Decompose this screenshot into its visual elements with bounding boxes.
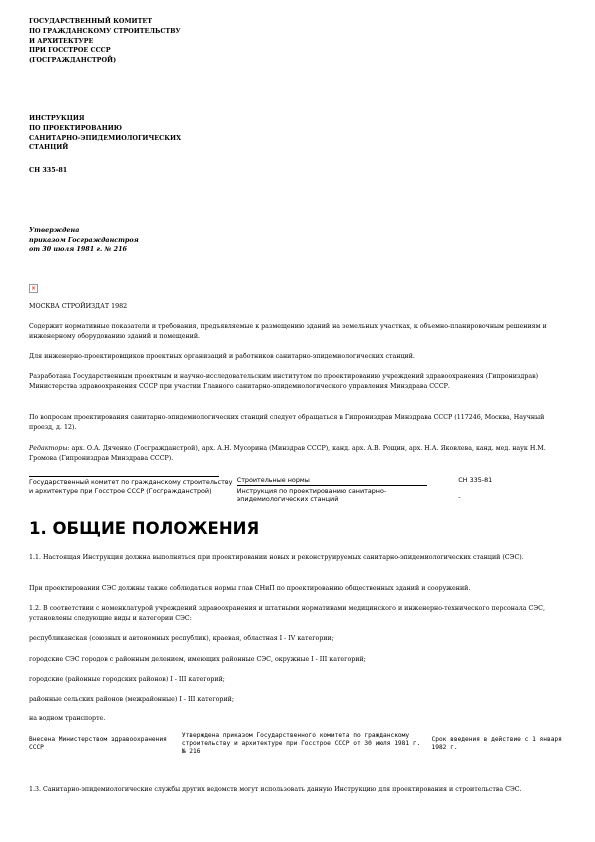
- title-line: СТАНЦИЙ: [29, 143, 69, 152]
- broken-image-icon: ×: [30, 285, 37, 292]
- org-line: ГОСУДАРСТВЕННЫЙ КОМИТЕТ: [29, 17, 152, 25]
- code-cell: [458, 476, 569, 504]
- list-item: районные сельских районов (межрайонные) I - III категорий;: [29, 696, 234, 703]
- title-line: ИНСТРУКЦИЯ: [29, 114, 85, 122]
- publisher-line: МОСКВА СТРОЙИЗДАТ 1982: [29, 303, 128, 310]
- clause-1-1: 1.1. Настоящая Инструкция должна выполняться при проектировании новых и реконструируемых санитарно-эпидемиологических станций (СЭС).: [29, 554, 524, 561]
- approval-note: [29, 226, 329, 255]
- divider: [237, 485, 427, 486]
- contacts-paragraph: По вопросам проектирования санитарно-эпидемиологических станций следует обращаться в Гипрониздрав Минздрава СССР (117246, Москва, Научный проезд, д. 12).: [29, 414, 545, 432]
- approval-line: Утверждена: [29, 226, 80, 234]
- approval-table: [29, 732, 569, 757]
- org-line: (ГОСГРАЖДАНСТРОЙ): [29, 56, 117, 65]
- audience-paragraph: Для инженерно-проектировщиков проектных организаций и работников санитарно-эпидемиологических станций.: [29, 353, 415, 360]
- norms-name: Инструкция по проектированию санитарно-эпидемиологических станций: [236, 486, 387, 504]
- norms-code: СН 335-81: [458, 476, 493, 484]
- clause-1-3: 1.3. Санитарно-эпидемиологические службы других ведомств могут использовать данную Инструкцию для проектирования и строительства СЭС.: [29, 786, 522, 793]
- norms-cell: [237, 476, 459, 504]
- list-item: городские СЭС городов с районным делением, имеющих районные СЭС, окружные I - III категорий;: [29, 656, 366, 663]
- divider: [29, 476, 219, 477]
- document-title: [29, 114, 289, 153]
- editors-label: Редакторы:: [29, 445, 70, 452]
- org-line: ПО ГРАЖДАНСКОМУ СТРОИТЕЛЬСТВУ: [29, 26, 181, 35]
- committee-cell: Государственный комитет по гражданскому строительству и архитектуре при Госстрое СССР (Госгражданстрой): [29, 478, 233, 495]
- list-item: республиканская (союзных и автономных республик), краевая, областная I - IV категории;: [29, 635, 334, 642]
- org-line: И АРХИТЕКТУРЕ: [29, 36, 94, 45]
- submitted-by: Внесена Министерством здравоохранения СССР: [29, 736, 167, 752]
- editors-paragraph: [29, 444, 564, 465]
- list-item: городские (районные городских районов) I - III категорий;: [29, 676, 225, 683]
- title-line: САНИТАРНО-ЭПИДЕМИОЛОГИЧЕСКИХ: [29, 133, 182, 142]
- developer-paragraph: Разработана Государственным проектным и научно-исследовательским институтом по проектированию учреждений здравоохранения (Гипрониздрав) Министерства здравоохранения СССР при участии Главного санитарно-эпидемиологического управления Минздрава СССР.: [29, 373, 539, 391]
- effective-date: Срок введения в действие с 1 января 1982 г.: [431, 736, 562, 752]
- clause-1-1-note: При проектировании СЭС должны также соблюдаться нормы глав СНиП по проектированию общественных зданий и сооружений.: [29, 585, 471, 592]
- approved-by: Утверждена приказом Государственного комитета по гражданскому строительству и архитектуре при Госстрое СССР от 30 июля 1981 г. № 216: [181, 732, 421, 756]
- title-line: ПО ПРОЕКТИРОВАНИЮ: [29, 123, 122, 132]
- document-info-table: [29, 476, 569, 504]
- clause-1-2: 1.2. В соответствии с номенклатурой учреждений здравоохранения и штатными нормативами медицинского и инженерно-технического персонала СЭС, установлены следующие виды и категории СЭС:: [29, 605, 545, 623]
- replaces-dash: -: [458, 492, 461, 501]
- list-item: на водном транспорте.: [29, 715, 106, 722]
- summary-paragraph: Содержит нормативные показатели и требования, предъявляемые к размещению зданий на земельных участках, к объемно-планировочным решениям и инженерному оборудованию зданий и помещений.: [29, 323, 547, 341]
- document-code: СН 335-81: [29, 166, 68, 174]
- org-line: ПРИ ГОССТРОЕ СССР: [29, 46, 111, 55]
- section-heading: 1. ОБЩИЕ ПОЛОЖЕНИЯ: [29, 519, 260, 538]
- issuing-organization: [29, 17, 289, 66]
- approval-line: приказом Госгражданстроя: [29, 235, 139, 244]
- approval-line: от 30 июля 1981 г. № 216: [29, 245, 127, 253]
- editors-text: арх. О.А. Дяченко (Госгражданстрой), арх. А.Н. Мусорина (Минздрав СССР), канд. арх. А.В. Рощин, арх. Н.А. Яковлева, канд. мед. наук Н.М. Громова (Гипрониздрав Минздрава СССР).: [29, 445, 546, 463]
- norms-title: Строительные нормы: [236, 476, 310, 484]
